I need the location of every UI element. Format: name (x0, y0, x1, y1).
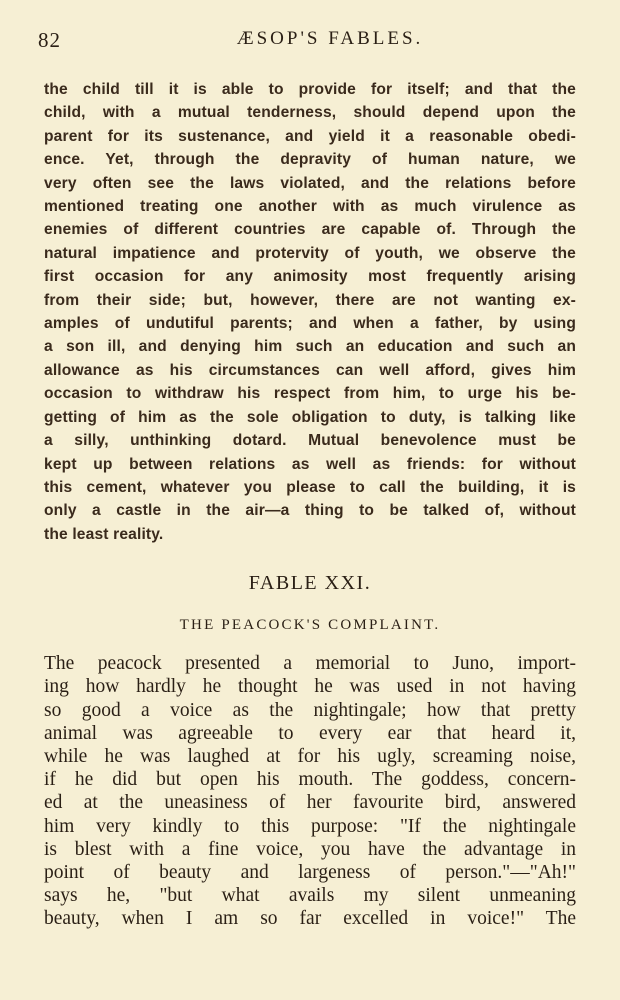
fable-paragraph (44, 652, 576, 930)
text-line: point of beauty and largeness of person."—"Ah!" (44, 861, 576, 883)
text-line: animal was agreeable to every ear that heard it, (44, 722, 576, 744)
text-line: ing how hardly he thought he was used in not having (44, 676, 576, 698)
running-head (38, 28, 576, 56)
text-line: mentioned treating one another with as much virulence as (44, 198, 576, 216)
text-line: ed at the uneasiness of her favourite bird, answered (44, 792, 576, 814)
text-line: amples of undutiful parents; and when a father, by using (44, 315, 576, 333)
text-line: him very kindly to this purpose: "If the nightingale (44, 815, 576, 837)
fable-subtitle: THE PEACOCK'S COMPLAINT. (179, 617, 441, 634)
text-line: allowance as his circumstances can well afford, gives him (44, 361, 576, 379)
text-line: so good a voice as the nightingale; how that pretty (44, 699, 576, 721)
text-line: The peacock presented a memorial to Juno, import- (44, 653, 576, 675)
text-line: is blest with a fine voice, you have the advantage in (44, 838, 576, 860)
text-line: ence. Yet, through the depravity of human nature, we (44, 151, 576, 169)
text-line: very often see the laws violated, and the relations before (44, 174, 576, 192)
text-line: this cement, whatever you please to call the building, it is (44, 478, 576, 496)
text-line: occasion to withdraw his respect from him, to urge his be- (44, 385, 576, 403)
text-line: a silly, unthinking dotard. Mutual benevolence must be (44, 432, 576, 450)
text-line: a son ill, and denying him such an education and such an (44, 338, 576, 356)
text-line: enemies of different countries are capable of. Through the (44, 221, 576, 239)
text-line: kept up between relations as well as friends: for without (44, 455, 576, 473)
text-line: from their side; but, however, there are not wanting ex- (44, 291, 576, 309)
text-line: says he, "but what avails my silent unmeaning (44, 885, 576, 907)
text-line: child, with a mutual tenderness, should depend upon the (44, 104, 576, 122)
continued-paragraph (44, 78, 576, 546)
text-line: if he did but open his mouth. The goddess, concern- (44, 769, 576, 791)
text-line: the least reality. (44, 525, 164, 543)
text-line: getting of him as the sole obligation to duty, is talking like (44, 408, 576, 426)
text-line: only a castle in the air—a thing to be talked of, without (44, 502, 576, 520)
fable-heading: FABLE XXI. (248, 572, 372, 595)
book-title: ÆSOP'S FABLES. (236, 28, 424, 49)
text-line: the child till it is able to provide for itself; and that the (44, 81, 576, 98)
text-line: parent for its sustenance, and yield it a reasonable obedi- (44, 127, 576, 145)
text-line: beauty, when I am so far excelled in voice!" The (44, 908, 576, 930)
text-line: natural impatience and protervity of youth, we observe the (44, 244, 576, 262)
text-line: first occasion for any animosity most frequently arising (44, 268, 576, 286)
page-number: 82 (38, 28, 61, 52)
text-line: while he was laughed at for his ugly, screaming noise, (44, 745, 576, 767)
